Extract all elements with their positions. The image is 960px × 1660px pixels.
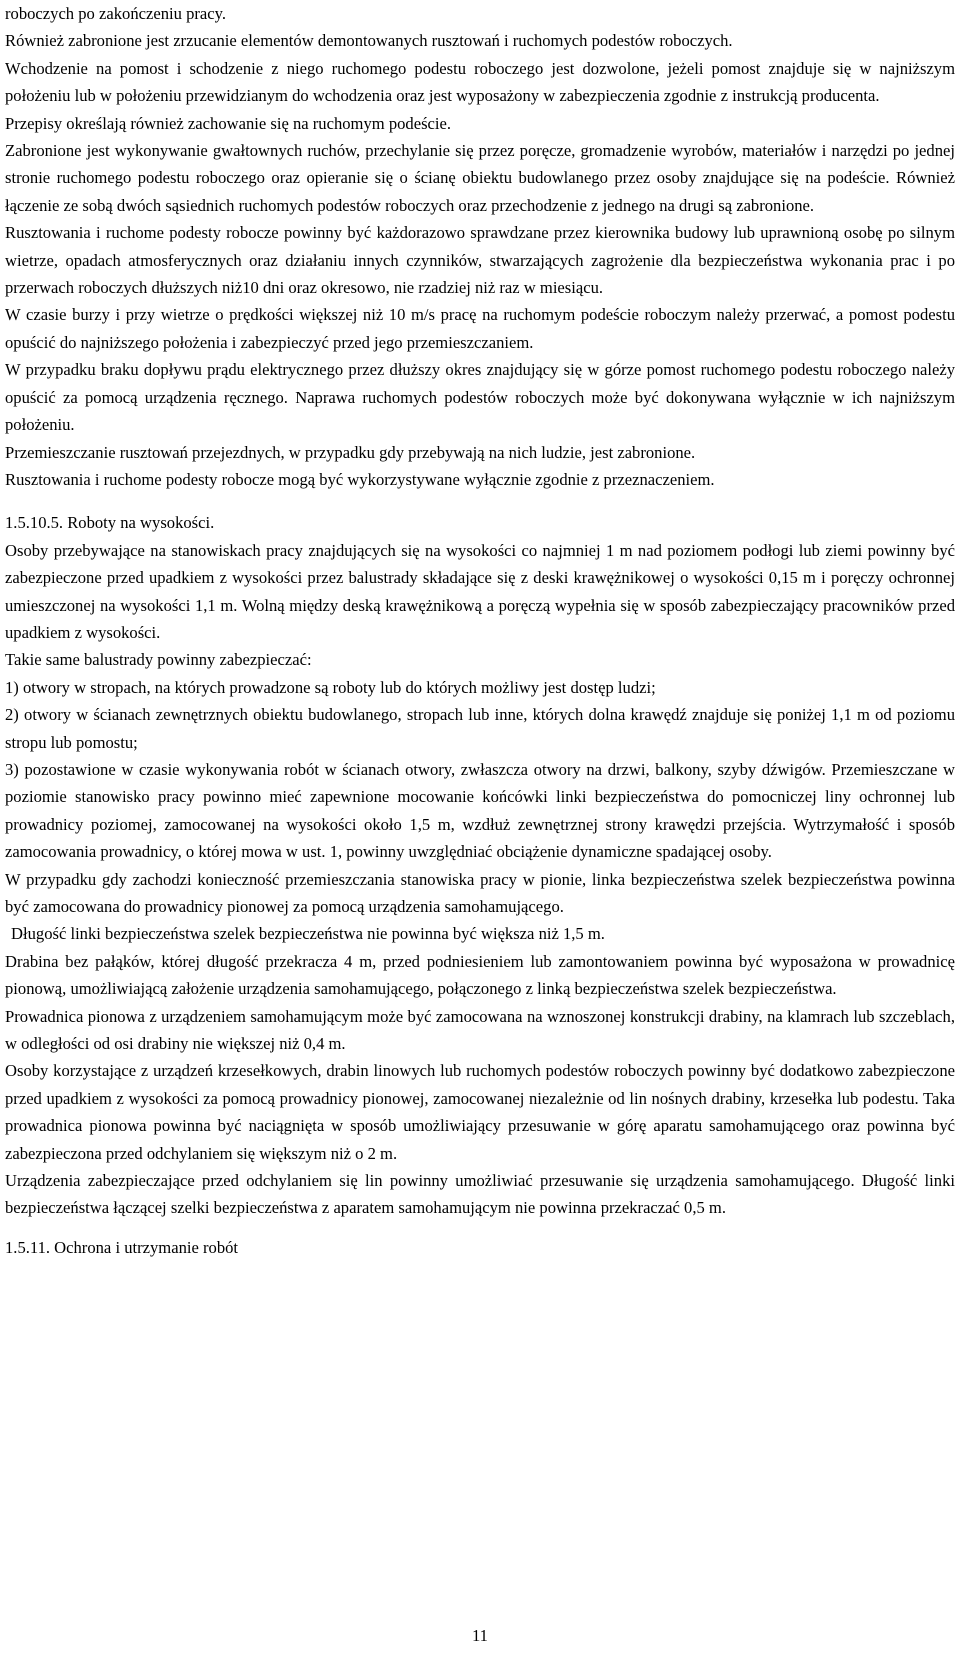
paragraph: Zabronione jest wykonywanie gwałtownych ruchów, przechylanie się przez poręcze, gromadzenie wyrobów, materiałów i narzędzi po jednej stronie ruchomego podestu roboczego oraz opieranie się o ścianę obiektu budowlanego przez osoby znajdujące się na podeście. Również łączenie ze sobą dwóch sąsiednich ruchomych podestów roboczych oraz przechodzenie z jednego na drugi są zabronione.: [5, 141, 955, 215]
paragraph: Długość linki bezpieczeństwa szelek bezpieczeństwa nie powinna być większa niż 1,5 m.: [11, 924, 605, 944]
paragraph: Również zabronione jest zrzucanie elementów demontowanych rusztowań i ruchomych podestów roboczych.: [5, 31, 733, 51]
list-item: 3) pozostawione w czasie wykonywania robót w ścianach otwory, zwłaszcza otwory na drzwi, balkony, szyby dźwigów. Przemieszczane w poziomie stanowisko pracy powinno mieć zapewnione mocowanie końcówki linki bezpieczeństwa do pomocniczej liny ochronnej lub prowadnicy poziomej, zamocowanej na wysokości około 1,5 m, wzdłuż zewnętrznej strony krawędzi przejścia. Wytrzymałość i sposób zamocowania prowadnicy, o której mowa w ust. 1, powinny uwzględniać obciążenie dynamiczne spadającej osoby.: [5, 759, 955, 862]
paragraph: Osoby przebywające na stanowiskach pracy znajdujących się na wysokości co najmniej 1 m nad poziomem podłogi lub ziemi powinny być zabezpieczone przed upadkiem z wysokości przez balustrady składające się z deski krawężnikowej o wysokości 0,15 m i poręczy ochronnej umieszczonej na wysokości 1,1 m. Wolną między deską krawężnikową a poręczą wypełnia się w sposób zabezpieczający pracowników przed upadkiem z wysokości.: [5, 540, 955, 642]
paragraph: Urządzenia zabezpieczające przed odchylaniem się lin powinny umożliwiać przesuwanie się urządzenia samohamującego. Długość linki bezpieczeństwa łączącej szelki bezpieczeństwa z aparatem samohamującym nie powinna przekraczać 0,5 m.: [5, 1171, 955, 1218]
section-heading: 1.5.11. Ochrona i utrzymanie robót: [5, 1237, 239, 1257]
page-number: 11: [472, 1626, 488, 1645]
paragraph: W przypadku braku dopływu prądu elektrycznego przez dłuższy okres znajdujący się w górze pomost ruchomego podestu roboczego należy opuścić za pomocą urządzenia ręcznego. Naprawa ruchomych podestów roboczych może być dokonywana wyłącznie w ich najniższym położeniu.: [5, 360, 955, 435]
paragraph: Przemieszczanie rusztowań przejezdnych, w przypadku gdy przebywają na nich ludzie, jest zabronione.: [5, 442, 696, 462]
list-item: 2) otwory w ścianach zewnętrznych obiektu budowlanego, stropach lub inne, których dolna krawędź znajduje się poniżej 1,1 m od poziomu stropu lub pomostu;: [5, 705, 955, 752]
paragraph: Prowadnica pionowa z urządzeniem samohamującym może być zamocowana na wznoszonej konstrukcji drabiny, na klamrach lub szczeblach, w odległości od osi drabiny nie większej niż 0,4 m.: [5, 1006, 955, 1054]
paragraph: Osoby korzystające z urządzeń krzesełkowych, drabin linowych lub ruchomych podestów roboczych powinny być dodatkowo zabezpieczone przed upadkiem z wysokości za pomocą prowadnicy pionowej, zamocowanej niezależnie od lin nośnych drabiny, krzesełka lub podestu. Taka prowadnica pionowa powinna być naciągnięta w sposób umożliwiający przesuwanie w górę aparatu samohamującego oraz powinna być zabezpieczona przed odchylaniem się większym niż o 2 m.: [5, 1061, 955, 1163]
paragraph: Przepisy określają również zachowanie się na ruchomym podeście.: [5, 113, 452, 133]
list-item: 1) otwory w stropach, na których prowadzone są roboty lub do których możliwy jest dostęp ludzi;: [5, 677, 656, 697]
paragraph: Rusztowania i ruchome podesty robocze powinny być każdorazowo sprawdzane przez kierownika budowy lub uprawnioną osobę po silnym wietrze, opadach atmosferycznych oraz działaniu innych czynników, stwarzających zagrożenie dla bezpieczeństwa wykonania prac i po przerwach roboczych dłuższych niż10 dni oraz okresowo, nie rzadziej niż raz w miesiącu.: [5, 223, 955, 298]
paragraph: Wchodzenie na pomost i schodzenie z niego ruchomego podestu roboczego jest dozwolone, jeżeli pomost znajduje się w najniższym położeniu lub w położeniu przewidzianym do wchodzenia oraz jest wyposażony w zabezpieczenia zgodnie z instrukcją producenta.: [5, 58, 955, 106]
paragraph: W czasie burzy i przy wietrze o prędkości większej niż 10 m/s pracę na ruchomym podeście roboczym należy przerwać, a pomost podestu opuścić do najniższego położenia i zabezpieczyć przed jego przemieszczaniem.: [5, 305, 955, 352]
paragraph: W przypadku gdy zachodzi konieczność przemieszczania stanowiska pracy w pionie, linka bezpieczeństwa szelek bezpieczeństwa powinna być zamocowana do prowadnicy pionowej za pomocą urządzenia samohamującego.: [5, 869, 955, 916]
section-heading: 1.5.10.5. Roboty na wysokości.: [5, 513, 215, 533]
paragraph: Drabina bez pałąków, której długość przekracza 4 m, przed podniesieniem lub zamontowaniem powinna być wyposażona w prowadnicę pionową, umożliwiającą założenie urządzenia samohamującego, połączonego z linką bezpieczeństwa szelek bezpieczeństwa.: [5, 951, 955, 999]
paragraph: roboczych po zakończeniu pracy.: [5, 4, 226, 23]
paragraph: Takie same balustrady powinny zabezpieczać:: [5, 650, 312, 670]
paragraph: Rusztowania i ruchome podesty robocze mogą być wykorzystywane wyłącznie zgodnie z przeznaczeniem.: [5, 469, 715, 489]
document-body: [5, 0, 955, 1261]
